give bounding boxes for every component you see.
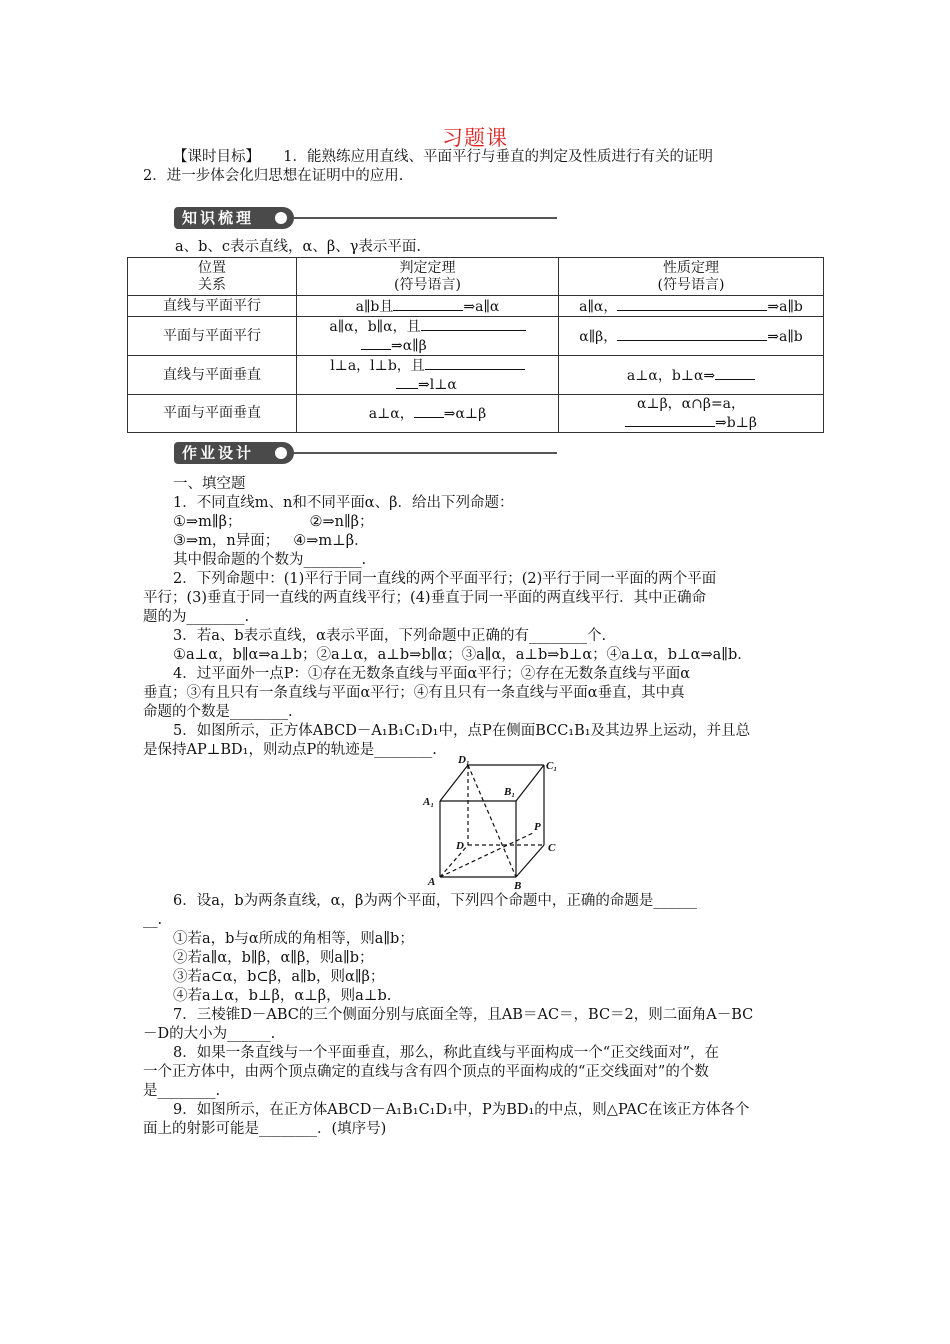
part-heading: 一、填空题 — [173, 476, 246, 492]
question-1-options-2: ③⇒m，n异面； ④⇒m⊥β． — [173, 533, 369, 549]
cube-edge — [516, 765, 544, 801]
question-6: 6．设a，b为两条直线，α，β为两个平面，下列四个命题中，正确的命题是______ — [173, 893, 697, 909]
property-cell: α∥β， ⇒a∥b — [559, 317, 824, 356]
blank[interactable] — [421, 317, 526, 331]
goal-1: 1．能熟练应用直线、平面平行与垂直的判定及性质进行有关的证明 — [283, 149, 713, 165]
blank[interactable] — [617, 297, 767, 311]
blank[interactable] — [625, 413, 715, 427]
cube-figure — [420, 753, 570, 893]
judge-cell: a∥b且 ⇒a∥α — [297, 296, 559, 317]
row-name: 直线与平面平行 — [128, 296, 297, 317]
label-C1: C₁ — [546, 760, 558, 772]
blank[interactable] — [361, 336, 391, 350]
row-name: 平面与平面垂直 — [128, 395, 297, 433]
question-3-options: ①a⊥α，b∥α⇒a⊥b；②a⊥α，a⊥b⇒b∥α；③a∥α，a⊥b⇒b⊥α；④a⊥α，b⊥α⇒a∥b． — [173, 647, 752, 663]
question-4: 4．过平面外一点P：①存在无数条直线与平面α平行；②存在无数条直线与平面α — [173, 666, 691, 682]
questions-block-2: 6．设a，b为两条直线，α，β为两个平面，下列四个命题中，正确的命题是______ __. ①若a，b与α所成的角相等，则a∥b； ②若a∥α，b∥β，α∥β，则a∥b； ③若a⊂α，b⊂β，a∥b，则α∥β； ④若a⊥α，b⊥β，α⊥β，则a⊥b. 7．三棱锥D－ABC的三个侧面分别与底面全等，且AB＝AC＝，BC＝2，则二面角A－BC －D的大小为______. 8．如果一条直线与一个平面垂直，那么，称此直线与平面构成一个“正交线面对”，在 一个正方体中，由两个顶点确定的直线与含有四个顶点的平面构成的“正交线面对”的个数 是________. 9．如图所示，在正方体ABCD－A₁B₁C₁D₁中，P为BD₁的中点，则△PAC在该正方体各个 面上的射影可能是________．(填序号) — [143, 892, 808, 1139]
cube-edge — [440, 765, 468, 801]
intro-text: a、b、c表示直线，α、β、γ表示平面. — [175, 239, 421, 255]
label-B1: B₁ — [504, 786, 516, 798]
question-8: 8．如果一条直线与一个平面垂直，那么，称此直线与平面构成一个“正交线面对”，在 — [173, 1045, 720, 1061]
section-label-homework: 作业设计 — [174, 442, 294, 464]
blank[interactable] — [715, 366, 755, 380]
question-6-option-4: ④若a⊥α，b⊥β，α⊥β，则a⊥b. — [173, 988, 392, 1004]
blank[interactable] — [425, 356, 525, 370]
table-header-row — [128, 258, 824, 296]
label-A1: A₁ — [423, 796, 435, 808]
table-row — [128, 317, 824, 356]
label-A: A — [428, 876, 436, 888]
cube-edge — [516, 845, 544, 877]
question-6-option-1: ①若a，b与α所成的角相等，则a∥b； — [173, 931, 414, 947]
header-position: 位置 关系 — [128, 258, 297, 296]
diagonal-BD1 — [468, 765, 516, 877]
label-P: P — [534, 821, 541, 833]
header-judgement: 判定定理 (符号语言) — [297, 258, 559, 296]
question-3: 3．若a、b表示直线，α表示平面，下列命题中正确的有________个. — [173, 628, 607, 644]
label-D1: D₁ — [458, 754, 470, 766]
row-name: 直线与平面垂直 — [128, 356, 297, 395]
question-1-options-1: ①⇒m∥β； ②⇒n∥β； — [173, 514, 374, 530]
section-divider — [294, 217, 557, 219]
section-dot-icon — [275, 447, 287, 459]
section-dot-icon — [275, 212, 287, 224]
goal-2: 2．进一步体会化归思想在证明中的应用. — [143, 168, 404, 184]
page-title: 习题课 — [442, 126, 508, 150]
goals-label: 【课时目标】 — [173, 149, 260, 165]
table-row — [128, 395, 824, 433]
label-D: D — [456, 840, 464, 852]
blank[interactable] — [393, 297, 463, 311]
question-5: 5．如图所示，正方体ABCD－A₁B₁C₁D₁中，点P在侧面BCC₁B₁及其边界上运动，并且总 — [173, 723, 751, 739]
blank[interactable] — [396, 375, 418, 389]
section-label-knowledge: 知识梳理 — [174, 207, 294, 229]
label-C: C — [548, 842, 556, 854]
property-cell: a⊥α，b⊥α⇒ — [559, 356, 824, 395]
table-row — [128, 296, 824, 317]
property-cell: α⊥β，α∩β=a， ⇒b⊥β — [559, 395, 824, 433]
table-row — [128, 356, 824, 395]
property-cell: a∥α， ⇒a∥b — [559, 296, 824, 317]
question-9: 9．如图所示，在正方体ABCD－A₁B₁C₁D₁中，P为BD₁的中点，则△PAC在该正方体各个 — [173, 1102, 750, 1118]
label-B: B — [514, 880, 522, 892]
question-6-option-3: ③若a⊂α，b⊂β，a∥b，则α∥β； — [173, 969, 385, 985]
judge-cell: a∥α，b∥α，且 ⇒α∥β — [297, 317, 559, 356]
question-1-ask: 其中假命题的个数为________. — [173, 552, 367, 568]
questions-block: 一、填空题 1．不同直线m、n和不同平面α、β．给出下列命题： ①⇒m∥β； ②⇒n∥β； ③⇒m，n异面； ④⇒m⊥β． 其中假命题的个数为________. 2．下列命题中：(1)平行于同一直线的两个平面平行；(2)平行于同一平面的两个平面 平行；(3)垂直于同一直线的两直线平行；(4)垂直于同一平面的两直线平行．其中正确命 题的为________. 3．若a、b表示直线，α表示平面，下列命题中正确的有________个. ①a⊥α，b∥α⇒a⊥b；②a⊥α，a⊥b⇒b∥α；③a∥α，a⊥b⇒b⊥α；④a⊥α，b⊥α⇒a∥b． 4．过平面外一点P：①存在无数条直线与平面α平行；②存在无数条直线与平面α 垂直；③有且只有一条直线与平面α平行；④有且只有一条直线与平面α垂直，其中真 命题的个数是________. 5．如图所示，正方体ABCD－A₁B₁C₁D₁中，点P在侧面BCC₁B₁及其边界上运动，并且总 是保持AP⊥BD₁，则动点P的轨迹是________. — [143, 475, 808, 760]
question-2: 2．下列命题中：(1)平行于同一直线的两个平面平行；(2)平行于同一平面的两个平面 — [173, 571, 717, 587]
row-name: 平面与平面平行 — [128, 317, 297, 356]
question-1: 1．不同直线m、n和不同平面α、β．给出下列命题： — [173, 495, 514, 511]
question-7: 7．三棱锥D－ABC的三个侧面分别与底面全等，且AB＝AC＝，BC＝2，则二面角A－BC — [173, 1007, 754, 1023]
judge-cell: a⊥α， ⇒α⊥β — [297, 395, 559, 433]
question-6-option-2: ②若a∥α，b∥β，α∥β，则a∥b； — [173, 950, 374, 966]
header-property: 性质定理 (符号语言) — [559, 258, 824, 296]
blank[interactable] — [414, 404, 444, 418]
blank[interactable] — [617, 327, 767, 341]
judge-cell: l⊥a，l⊥b，且 ⇒l⊥α — [297, 356, 559, 395]
section-divider — [294, 452, 557, 454]
theorem-table — [127, 257, 824, 433]
lesson-goals — [143, 148, 808, 186]
segment-AP — [440, 833, 533, 877]
